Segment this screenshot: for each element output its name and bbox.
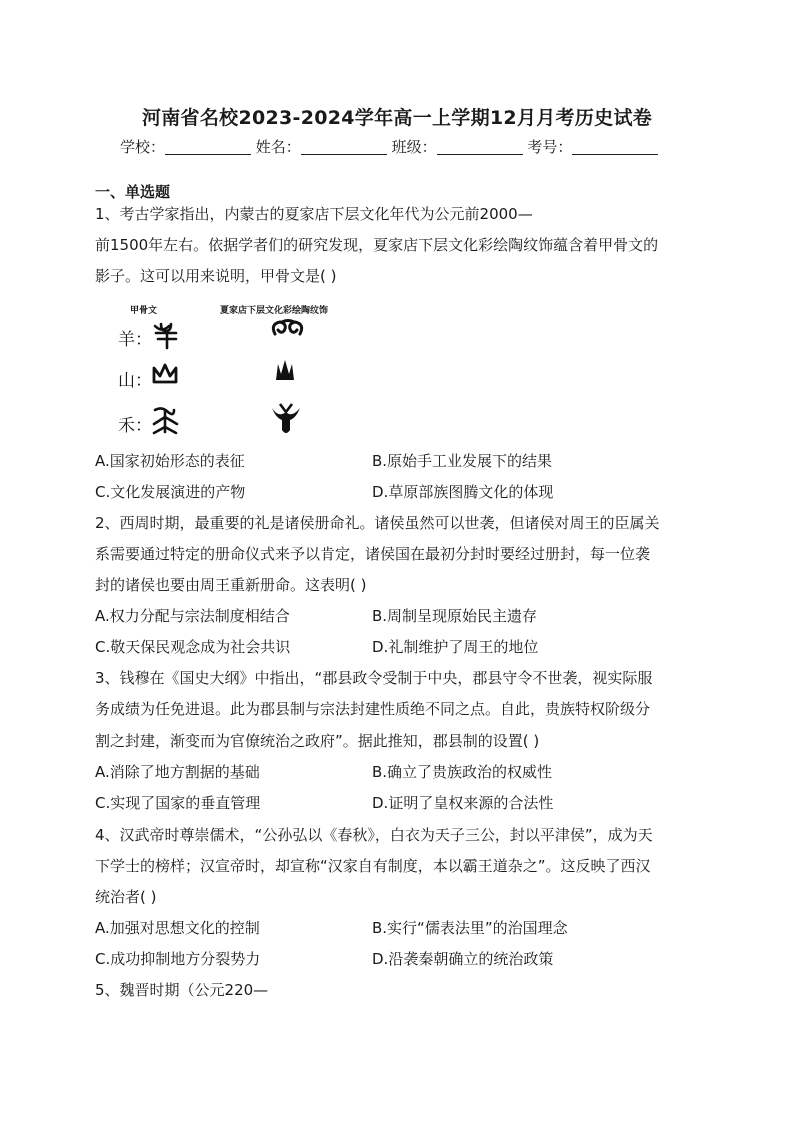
question-4-option-d[interactable]: D.沿袭秦朝确立的统治政策 [372, 950, 554, 968]
figure-label-grain: 禾： [118, 416, 152, 436]
question-1-line-3: 影子。这可以用来说明，甲骨文是( ) [95, 267, 337, 285]
grain-pattern-icon [272, 404, 300, 433]
exam-number-blank[interactable] [572, 140, 658, 155]
exam-number-label: 考号： [527, 138, 573, 156]
question-2-line-1: 2、西周时期，最重要的礼是诸侯册命礼。诸侯虽然可以世袭，但诸侯对周王的臣属关 [95, 514, 660, 532]
figure-header-pottery: 夏家店下层文化彩绘陶纹饰 [220, 306, 329, 316]
question-1-option-c[interactable]: C.文化发展演进的产物 [95, 483, 246, 501]
grain-glyph-icon [154, 408, 177, 433]
question-1-line-2: 前1500年左右。依据学者们的研究发现，夏家店下层文化彩绘陶纹饰蕴含着甲骨文的 [95, 236, 659, 254]
section-heading: 一、单选题 [95, 183, 171, 201]
student-info-row [120, 136, 658, 157]
school-label: 学校： [120, 138, 166, 156]
question-2-option-a[interactable]: A.权力分配与宗法制度相结合 [95, 607, 290, 625]
question-1-option-d[interactable]: D.草原部族图腾文化的体现 [372, 483, 554, 501]
figure-label-sheep: 羊： [118, 330, 152, 350]
question-2-option-b[interactable]: B.周制呈现原始民主遗存 [372, 607, 538, 625]
question-5-line-1: 5、魏晋时期（公元220— [95, 981, 269, 999]
question-1-option-a[interactable]: A.国家初始形态的表征 [95, 452, 245, 470]
name-label: 姓名： [255, 138, 301, 156]
mountain-pattern-icon [276, 360, 294, 380]
question-3-line-3: 割之封建，渐变而为官僚统治之政府”。据此推知，郡县制的设置( ) [95, 732, 540, 750]
question-4-line-2: 下学士的榜样；汉宣帝时，却宣称“汉家自有制度，本以霸王道杂之”。这反映了西汉 [95, 857, 651, 875]
class-blank[interactable] [437, 140, 523, 155]
question-1-line-1: 1、考古学家指出，内蒙古的夏家店下层文化年代为公元前2000— [95, 205, 533, 223]
question-4-option-a[interactable]: A.加强对思想文化的控制 [95, 919, 260, 937]
question-4-line-3: 统治者( ) [95, 888, 157, 906]
figure-glyphs [110, 300, 370, 445]
class-label: 班级： [391, 138, 437, 156]
question-2-option-c[interactable]: C.敬天保民观念成为社会共识 [95, 638, 291, 656]
sheep-glyph-icon [155, 324, 176, 348]
school-blank[interactable] [165, 140, 251, 155]
question-3-line-2: 务成绩为任免进退。此为郡县制与宗法封建性质绝不同之点。自此，贵族特权阶级分 [95, 700, 651, 718]
question-3-line-1: 3、钱穆在《国史大纲》中指出，“郡县政令受制于中央，郡县守令不世袭，视实际服 [95, 669, 653, 687]
spiral-pattern-icon [273, 321, 301, 335]
figure-label-mountain: 山： [118, 371, 152, 391]
question-2-line-3: 封的诸侯也要由周王重新册命。这表明( ) [95, 576, 367, 594]
page-title: 河南省名校2023-2024学年高一上学期12月月考历史试卷 [141, 107, 653, 129]
question-4-option-c[interactable]: C.成功抑制地方分裂势力 [95, 950, 261, 968]
question-4-option-b[interactable]: B.实行“儒表法里”的治国理念 [372, 919, 568, 937]
question-3-option-b[interactable]: B.确立了贵族政治的权威性 [372, 763, 553, 781]
oracle-bone-figure [110, 300, 370, 445]
question-3-option-d[interactable]: D.证明了皇权来源的合法性 [372, 794, 554, 812]
question-1-option-b[interactable]: B.原始手工业发展下的结果 [372, 452, 553, 470]
question-3-option-a[interactable]: A.消除了地方割据的基础 [95, 763, 260, 781]
question-4-line-1: 4、汉武帝时尊崇儒术，“公孙弘以《春秋》，白衣为天子三公，封以平津侯”，成为天 [95, 826, 653, 844]
question-2-line-2: 系需要通过特定的册命仪式来予以肯定，诸侯国在最初分封时要经过册封，每一位袭 [95, 545, 651, 563]
mountain-glyph-icon [154, 365, 176, 382]
question-3-option-c[interactable]: C.实现了国家的垂直管理 [95, 794, 261, 812]
question-2-option-d[interactable]: D.礼制维护了周王的地位 [372, 638, 539, 656]
name-blank[interactable] [301, 140, 387, 155]
figure-header-oracle: 甲骨文 [130, 306, 158, 316]
